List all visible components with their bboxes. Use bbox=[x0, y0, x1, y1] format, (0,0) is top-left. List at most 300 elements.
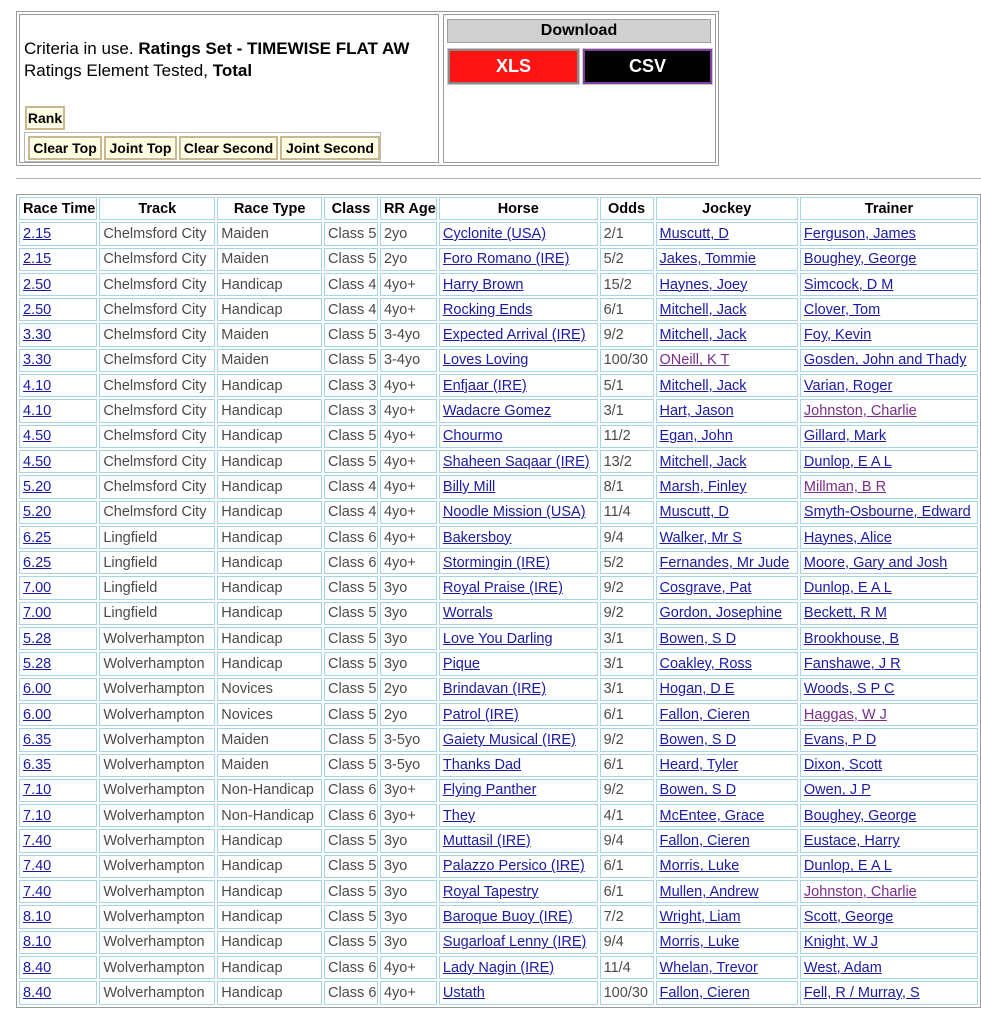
jockey-link[interactable]: Heard, Tyler bbox=[659, 757, 739, 774]
age-cell: 4yo+ bbox=[380, 298, 437, 321]
header-trainer[interactable]: Trainer bbox=[800, 197, 978, 220]
race-type-cell: Handicap bbox=[217, 273, 322, 296]
age-cell: 4yo+ bbox=[380, 374, 437, 397]
horse-link[interactable]: Bakersboy bbox=[442, 529, 512, 546]
jockey-cell bbox=[656, 627, 798, 650]
jockey-cell bbox=[656, 855, 798, 878]
table-row bbox=[19, 551, 978, 574]
jockey-cell bbox=[656, 652, 798, 675]
class-cell: Class 5 bbox=[324, 855, 378, 878]
jockey-link[interactable]: Bowen, S D bbox=[659, 731, 737, 748]
race-time-link[interactable]: 5.20 bbox=[23, 504, 52, 521]
track-cell: Chelmsford City bbox=[99, 374, 215, 397]
class-cell: Class 4 bbox=[324, 475, 378, 498]
trainer-link[interactable]: Knight, W J bbox=[803, 934, 879, 951]
trainer-link[interactable]: Boughey, George bbox=[803, 251, 917, 268]
time-cell bbox=[19, 602, 97, 625]
trainer-link[interactable]: Evans, P D bbox=[803, 731, 877, 748]
age-cell: 3yo bbox=[380, 905, 437, 928]
horse-link[interactable]: Wadacre Gomez bbox=[442, 403, 552, 420]
jockey-cell bbox=[656, 602, 798, 625]
track-cell: Chelmsford City bbox=[99, 501, 215, 524]
odds-cell: 5/2 bbox=[600, 248, 654, 271]
horse-link[interactable]: Expected Arrival (IRE) bbox=[442, 327, 586, 344]
race-type-cell: Handicap bbox=[217, 526, 322, 549]
race-time-link[interactable]: 8.40 bbox=[23, 984, 52, 1001]
trainer-link[interactable]: Eustace, Harry bbox=[803, 833, 900, 850]
table-row bbox=[19, 450, 978, 473]
odds-cell: 6/1 bbox=[600, 703, 654, 726]
jockey-cell bbox=[656, 931, 798, 954]
xls-download-button[interactable]: XLS bbox=[448, 49, 579, 84]
table-row bbox=[19, 627, 978, 650]
time-cell bbox=[19, 981, 97, 1004]
horse-cell bbox=[439, 273, 598, 296]
time-cell bbox=[19, 450, 97, 473]
table-row bbox=[19, 576, 978, 599]
horse-cell bbox=[439, 323, 598, 346]
trainer-cell bbox=[800, 526, 978, 549]
jockey-link[interactable]: Hogan, D E bbox=[659, 681, 735, 698]
odds-cell: 9/2 bbox=[600, 602, 654, 625]
race-time-link[interactable]: 4.50 bbox=[23, 428, 52, 445]
horse-link[interactable]: Royal Praise (IRE) bbox=[442, 580, 563, 597]
age-cell: 3yo bbox=[380, 855, 437, 878]
jockey-link[interactable]: Coakley, Ross bbox=[659, 655, 752, 672]
jockey-link[interactable]: Marsh, Finley bbox=[659, 478, 747, 495]
jockey-link[interactable]: Mullen, Andrew bbox=[659, 883, 759, 900]
horse-link[interactable]: Shaheen Saqaar (IRE) bbox=[442, 453, 590, 470]
horse-cell bbox=[439, 425, 598, 448]
jockey-cell bbox=[656, 576, 798, 599]
trainer-link[interactable]: Johnston, Charlie bbox=[803, 883, 917, 900]
horse-cell bbox=[439, 450, 598, 473]
trainer-cell bbox=[800, 501, 978, 524]
race-type-cell: Handicap bbox=[217, 501, 322, 524]
trainer-cell bbox=[800, 374, 978, 397]
trainer-link[interactable]: Haynes, Alice bbox=[803, 529, 892, 546]
rank-filter-group bbox=[24, 132, 381, 162]
jockey-cell bbox=[656, 450, 798, 473]
race-time-link[interactable]: 4.10 bbox=[23, 377, 52, 394]
jockey-cell bbox=[656, 248, 798, 271]
jockey-link[interactable]: McEntee, Grace bbox=[659, 807, 765, 824]
trainer-link[interactable]: Dixon, Scott bbox=[803, 757, 883, 774]
jockey-link[interactable]: Morris, Luke bbox=[659, 934, 740, 951]
trainer-cell bbox=[800, 349, 978, 372]
jockey-link[interactable]: Fallon, Cieren bbox=[659, 833, 750, 850]
horse-link[interactable]: Brindavan (IRE) bbox=[442, 681, 547, 698]
jockey-cell bbox=[656, 349, 798, 372]
criteria-box bbox=[19, 14, 439, 163]
track-cell: Wolverhampton bbox=[99, 931, 215, 954]
horse-cell bbox=[439, 576, 598, 599]
horse-link[interactable]: Pique bbox=[442, 655, 480, 672]
jockey-link[interactable]: Gordon, Josephine bbox=[659, 605, 783, 622]
trainer-link[interactable]: Fanshawe, J R bbox=[803, 655, 901, 672]
trainer-link[interactable]: Varian, Roger bbox=[803, 377, 893, 394]
trainer-link[interactable]: Scott, George bbox=[803, 908, 894, 925]
odds-cell: 6/1 bbox=[600, 298, 654, 321]
race-time-link[interactable]: 5.28 bbox=[23, 630, 52, 647]
jockey-cell bbox=[656, 703, 798, 726]
horse-cell bbox=[439, 728, 598, 751]
race-time-link[interactable]: 2.15 bbox=[23, 225, 52, 242]
jockey-cell bbox=[656, 526, 798, 549]
horse-link[interactable]: Gaiety Musical (IRE) bbox=[442, 731, 576, 748]
race-time-link[interactable]: 3.30 bbox=[23, 327, 52, 344]
class-cell: Class 6 bbox=[324, 956, 378, 979]
jockey-link[interactable]: Morris, Luke bbox=[659, 858, 740, 875]
horse-cell bbox=[439, 475, 598, 498]
race-type-cell: Novices bbox=[217, 678, 322, 701]
odds-cell: 3/1 bbox=[600, 627, 654, 650]
trainer-cell bbox=[800, 855, 978, 878]
track-cell: Chelmsford City bbox=[99, 450, 215, 473]
class-cell: Class 5 bbox=[324, 576, 378, 599]
jockey-link[interactable]: Wright, Liam bbox=[659, 908, 741, 925]
race-time-link[interactable]: 6.00 bbox=[23, 706, 52, 723]
jockey-link[interactable]: Fernandes, Mr Jude bbox=[659, 554, 790, 571]
trainer-cell bbox=[800, 222, 978, 245]
trainer-cell bbox=[800, 652, 978, 675]
horse-link[interactable]: Cyclonite (USA) bbox=[442, 225, 547, 242]
jockey-cell bbox=[656, 551, 798, 574]
class-cell: Class 5 bbox=[324, 703, 378, 726]
jockey-link[interactable]: Egan, John bbox=[659, 428, 733, 445]
table-row bbox=[19, 728, 978, 751]
horse-link[interactable]: Stormingin (IRE) bbox=[442, 554, 551, 571]
trainer-link[interactable]: Johnston, Charlie bbox=[803, 403, 917, 420]
race-time-link[interactable]: 8.10 bbox=[23, 934, 52, 951]
odds-cell: 3/1 bbox=[600, 652, 654, 675]
race-time-link[interactable]: 8.40 bbox=[23, 959, 52, 976]
race-type-cell: Handicap bbox=[217, 956, 322, 979]
trainer-cell bbox=[800, 931, 978, 954]
trainer-link[interactable]: Beckett, R M bbox=[803, 605, 887, 622]
jockey-cell bbox=[656, 678, 798, 701]
odds-cell: 6/1 bbox=[600, 880, 654, 903]
trainer-link[interactable]: Owen, J P bbox=[803, 782, 871, 799]
class-cell: Class 4 bbox=[324, 501, 378, 524]
race-type-cell: Handicap bbox=[217, 475, 322, 498]
header-race-type[interactable]: Race Type bbox=[217, 197, 322, 220]
horse-cell bbox=[439, 754, 598, 777]
time-cell bbox=[19, 576, 97, 599]
header-rr-age[interactable]: RR Age bbox=[380, 197, 437, 220]
jockey-link[interactable]: Jakes, Tommie bbox=[659, 251, 756, 268]
time-cell bbox=[19, 374, 97, 397]
odds-cell: 8/1 bbox=[600, 475, 654, 498]
jockey-link[interactable]: Walker, Mr S bbox=[659, 529, 742, 546]
horse-link[interactable]: Palazzo Persico (IRE) bbox=[442, 858, 585, 875]
header-odds[interactable]: Odds bbox=[600, 197, 654, 220]
horse-link[interactable]: Thanks Dad bbox=[442, 757, 522, 774]
trainer-link[interactable]: Clover, Tom bbox=[803, 301, 881, 318]
odds-cell: 9/2 bbox=[600, 779, 654, 802]
jockey-link[interactable]: Hart, Jason bbox=[659, 403, 734, 420]
header-track[interactable]: Track bbox=[99, 197, 215, 220]
class-cell: Class 5 bbox=[324, 627, 378, 650]
age-cell: 4yo+ bbox=[380, 981, 437, 1004]
odds-cell: 100/30 bbox=[600, 981, 654, 1004]
horse-link[interactable]: Love You Darling bbox=[442, 630, 553, 647]
track-cell: Chelmsford City bbox=[99, 298, 215, 321]
trainer-cell bbox=[800, 956, 978, 979]
odds-cell: 15/2 bbox=[600, 273, 654, 296]
race-time-link[interactable]: 6.25 bbox=[23, 554, 52, 571]
horse-link[interactable]: Rocking Ends bbox=[442, 301, 533, 318]
trainer-link[interactable]: Woods, S P C bbox=[803, 681, 895, 698]
joint-second-button[interactable]: Joint Second bbox=[280, 136, 380, 160]
trainer-cell bbox=[800, 425, 978, 448]
odds-cell: 6/1 bbox=[600, 754, 654, 777]
time-cell bbox=[19, 273, 97, 296]
horse-link[interactable]: Muttasil (IRE) bbox=[442, 833, 531, 850]
jockey-cell bbox=[656, 298, 798, 321]
age-cell: 4yo+ bbox=[380, 399, 437, 422]
jockey-cell bbox=[656, 323, 798, 346]
horse-link[interactable]: Noodle Mission (USA) bbox=[442, 504, 586, 521]
race-time-link[interactable]: 4.50 bbox=[23, 453, 52, 470]
joint-top-button[interactable]: Joint Top bbox=[104, 136, 177, 160]
header-race-time[interactable]: Race Time bbox=[19, 197, 97, 220]
race-type-cell: Handicap bbox=[217, 551, 322, 574]
jockey-cell bbox=[656, 501, 798, 524]
track-cell: Wolverhampton bbox=[99, 779, 215, 802]
trainer-link[interactable]: Haggas, W J bbox=[803, 706, 887, 723]
track-cell: Chelmsford City bbox=[99, 222, 215, 245]
trainer-link[interactable]: Brookhouse, B bbox=[803, 630, 900, 647]
jockey-link[interactable]: Mitchell, Jack bbox=[659, 377, 747, 394]
class-cell: Class 5 bbox=[324, 728, 378, 751]
horse-link[interactable]: Foro Romano (IRE) bbox=[442, 251, 570, 268]
race-table-body bbox=[19, 222, 978, 1004]
trainer-link[interactable]: Boughey, George bbox=[803, 807, 917, 824]
horse-link[interactable]: Lady Nagin (IRE) bbox=[442, 959, 555, 976]
table-row bbox=[19, 678, 978, 701]
race-type-cell: Maiden bbox=[217, 728, 322, 751]
race-type-cell: Handicap bbox=[217, 374, 322, 397]
race-time-link[interactable]: 6.00 bbox=[23, 681, 52, 698]
time-cell bbox=[19, 248, 97, 271]
age-cell: 4yo+ bbox=[380, 273, 437, 296]
trainer-link[interactable]: Ferguson, James bbox=[803, 225, 916, 242]
horse-cell bbox=[439, 804, 598, 827]
horse-link[interactable]: Baroque Buoy (IRE) bbox=[442, 908, 573, 925]
ratings-element-value: Total bbox=[212, 61, 253, 80]
jockey-link[interactable]: Muscutt, D bbox=[659, 225, 729, 242]
odds-cell: 9/2 bbox=[600, 728, 654, 751]
race-time-link[interactable]: 6.35 bbox=[23, 731, 52, 748]
horse-cell bbox=[439, 703, 598, 726]
trainer-link[interactable]: Gosden, John and Thady bbox=[803, 352, 967, 369]
race-time-link[interactable]: 8.10 bbox=[23, 908, 52, 925]
clear-second-button[interactable]: Clear Second bbox=[179, 136, 278, 160]
jockey-link[interactable]: Bowen, S D bbox=[659, 782, 737, 799]
odds-cell: 11/2 bbox=[600, 425, 654, 448]
time-cell bbox=[19, 349, 97, 372]
race-time-link[interactable]: 3.30 bbox=[23, 352, 52, 369]
jockey-link[interactable]: ONeill, K T bbox=[659, 352, 730, 369]
horse-cell bbox=[439, 551, 598, 574]
horse-cell bbox=[439, 222, 598, 245]
race-time-link[interactable]: 7.40 bbox=[23, 858, 52, 875]
race-time-link[interactable]: 7.10 bbox=[23, 782, 52, 799]
horse-cell bbox=[439, 905, 598, 928]
race-type-cell: Handicap bbox=[217, 905, 322, 928]
trainer-cell bbox=[800, 981, 978, 1004]
horse-cell bbox=[439, 956, 598, 979]
table-row bbox=[19, 222, 978, 245]
track-cell: Lingfield bbox=[99, 602, 215, 625]
trainer-cell bbox=[800, 298, 978, 321]
race-time-link[interactable]: 7.40 bbox=[23, 883, 52, 900]
csv-download-button[interactable]: CSV bbox=[583, 49, 712, 84]
race-time-link[interactable]: 7.40 bbox=[23, 833, 52, 850]
race-time-link[interactable]: 6.35 bbox=[23, 757, 52, 774]
rank-button[interactable]: Rank bbox=[25, 106, 65, 130]
class-cell: Class 5 bbox=[324, 931, 378, 954]
jockey-cell bbox=[656, 804, 798, 827]
age-cell: 4yo+ bbox=[380, 551, 437, 574]
track-cell: Lingfield bbox=[99, 576, 215, 599]
time-cell bbox=[19, 880, 97, 903]
age-cell: 3yo+ bbox=[380, 804, 437, 827]
race-time-link[interactable]: 2.50 bbox=[23, 276, 52, 293]
class-cell: Class 4 bbox=[324, 298, 378, 321]
jockey-link[interactable]: Mitchell, Jack bbox=[659, 327, 747, 344]
header-horse[interactable]: Horse bbox=[439, 197, 598, 220]
race-type-cell: Handicap bbox=[217, 425, 322, 448]
table-row bbox=[19, 526, 978, 549]
horse-link[interactable]: Chourmo bbox=[442, 428, 503, 445]
race-type-cell: Maiden bbox=[217, 323, 322, 346]
horse-cell bbox=[439, 399, 598, 422]
race-time-link[interactable]: 5.28 bbox=[23, 655, 52, 672]
odds-cell: 100/30 bbox=[600, 349, 654, 372]
race-type-cell: Handicap bbox=[217, 298, 322, 321]
jockey-link[interactable]: Whelan, Trevor bbox=[659, 959, 758, 976]
trainer-cell bbox=[800, 829, 978, 852]
trainer-link[interactable]: Foy, Kevin bbox=[803, 327, 872, 344]
jockey-link[interactable]: Mitchell, Jack bbox=[659, 301, 747, 318]
trainer-link[interactable]: Millman, B R bbox=[803, 478, 887, 495]
track-cell: Lingfield bbox=[99, 551, 215, 574]
horse-link[interactable]: Flying Panther bbox=[442, 782, 537, 799]
trainer-link[interactable]: Fell, R / Murray, S bbox=[803, 984, 920, 1001]
age-cell: 3-4yo bbox=[380, 323, 437, 346]
track-cell: Wolverhampton bbox=[99, 678, 215, 701]
horse-link[interactable]: Worrals bbox=[442, 605, 493, 622]
jockey-link[interactable]: Mitchell, Jack bbox=[659, 453, 747, 470]
trainer-cell bbox=[800, 551, 978, 574]
trainer-cell bbox=[800, 779, 978, 802]
horse-cell bbox=[439, 349, 598, 372]
table-row bbox=[19, 931, 978, 954]
trainer-link[interactable]: Gillard, Mark bbox=[803, 428, 887, 445]
table-row bbox=[19, 248, 978, 271]
race-type-cell: Handicap bbox=[217, 576, 322, 599]
class-cell: Class 6 bbox=[324, 981, 378, 1004]
table-row bbox=[19, 399, 978, 422]
table-row bbox=[19, 703, 978, 726]
trainer-link[interactable]: Dunlop, E A L bbox=[803, 580, 892, 597]
odds-cell: 9/4 bbox=[600, 526, 654, 549]
clear-top-button[interactable]: Clear Top bbox=[28, 136, 102, 160]
jockey-link[interactable]: Bowen, S D bbox=[659, 630, 737, 647]
race-time-link[interactable]: 5.20 bbox=[23, 478, 52, 495]
track-cell: Wolverhampton bbox=[99, 754, 215, 777]
horse-cell bbox=[439, 374, 598, 397]
jockey-cell bbox=[656, 399, 798, 422]
trainer-link[interactable]: Simcock, D M bbox=[803, 276, 894, 293]
time-cell bbox=[19, 627, 97, 650]
jockey-link[interactable]: Muscutt, D bbox=[659, 504, 729, 521]
race-time-link[interactable]: 2.50 bbox=[23, 301, 52, 318]
age-cell: 2yo bbox=[380, 678, 437, 701]
horse-link[interactable]: Loves Loving bbox=[442, 352, 529, 369]
time-cell bbox=[19, 956, 97, 979]
time-cell bbox=[19, 931, 97, 954]
horse-link[interactable]: Patrol (IRE) bbox=[442, 706, 519, 723]
track-cell: Wolverhampton bbox=[99, 880, 215, 903]
race-time-link[interactable]: 7.00 bbox=[23, 605, 52, 622]
class-cell: Class 5 bbox=[324, 450, 378, 473]
time-cell bbox=[19, 829, 97, 852]
table-row bbox=[19, 829, 978, 852]
horse-link[interactable]: Enfjaar (IRE) bbox=[442, 377, 527, 394]
trainer-link[interactable]: Dunlop, E A L bbox=[803, 453, 892, 470]
table-row bbox=[19, 349, 978, 372]
jockey-link[interactable]: Haynes, Joey bbox=[659, 276, 748, 293]
header-jockey[interactable]: Jockey bbox=[656, 197, 798, 220]
time-cell bbox=[19, 222, 97, 245]
trainer-link[interactable]: Dunlop, E A L bbox=[803, 858, 892, 875]
race-time-link[interactable]: 7.10 bbox=[23, 807, 52, 824]
race-type-cell: Handicap bbox=[217, 931, 322, 954]
trainer-cell bbox=[800, 323, 978, 346]
class-cell: Class 5 bbox=[324, 678, 378, 701]
class-cell: Class 6 bbox=[324, 526, 378, 549]
trainer-link[interactable]: Smyth-Osbourne, Edward bbox=[803, 504, 971, 521]
race-type-cell: Handicap bbox=[217, 450, 322, 473]
race-time-link[interactable]: 7.00 bbox=[23, 580, 52, 597]
jockey-link[interactable]: Fallon, Cieren bbox=[659, 984, 750, 1001]
race-time-link[interactable]: 2.15 bbox=[23, 251, 52, 268]
horse-link[interactable]: Billy Mill bbox=[442, 478, 496, 495]
header-class[interactable]: Class bbox=[324, 197, 378, 220]
jockey-link[interactable]: Cosgrave, Pat bbox=[659, 580, 752, 597]
horse-link[interactable]: Sugarloaf Lenny (IRE) bbox=[442, 934, 587, 951]
horse-link[interactable]: Royal Tapestry bbox=[442, 883, 539, 900]
age-cell: 2yo bbox=[380, 248, 437, 271]
horse-cell bbox=[439, 829, 598, 852]
horse-cell bbox=[439, 931, 598, 954]
horse-link[interactable]: Ustath bbox=[442, 984, 485, 1001]
class-cell: Class 5 bbox=[324, 652, 378, 675]
trainer-link[interactable]: West, Adam bbox=[803, 959, 882, 976]
table-row bbox=[19, 652, 978, 675]
race-time-link[interactable]: 4.10 bbox=[23, 403, 52, 420]
jockey-link[interactable]: Fallon, Cieren bbox=[659, 706, 750, 723]
table-row bbox=[19, 323, 978, 346]
trainer-link[interactable]: Moore, Gary and Josh bbox=[803, 554, 948, 571]
table-row bbox=[19, 273, 978, 296]
horse-link[interactable]: They bbox=[442, 807, 476, 824]
horse-link[interactable]: Harry Brown bbox=[442, 276, 524, 293]
race-time-link[interactable]: 6.25 bbox=[23, 529, 52, 546]
